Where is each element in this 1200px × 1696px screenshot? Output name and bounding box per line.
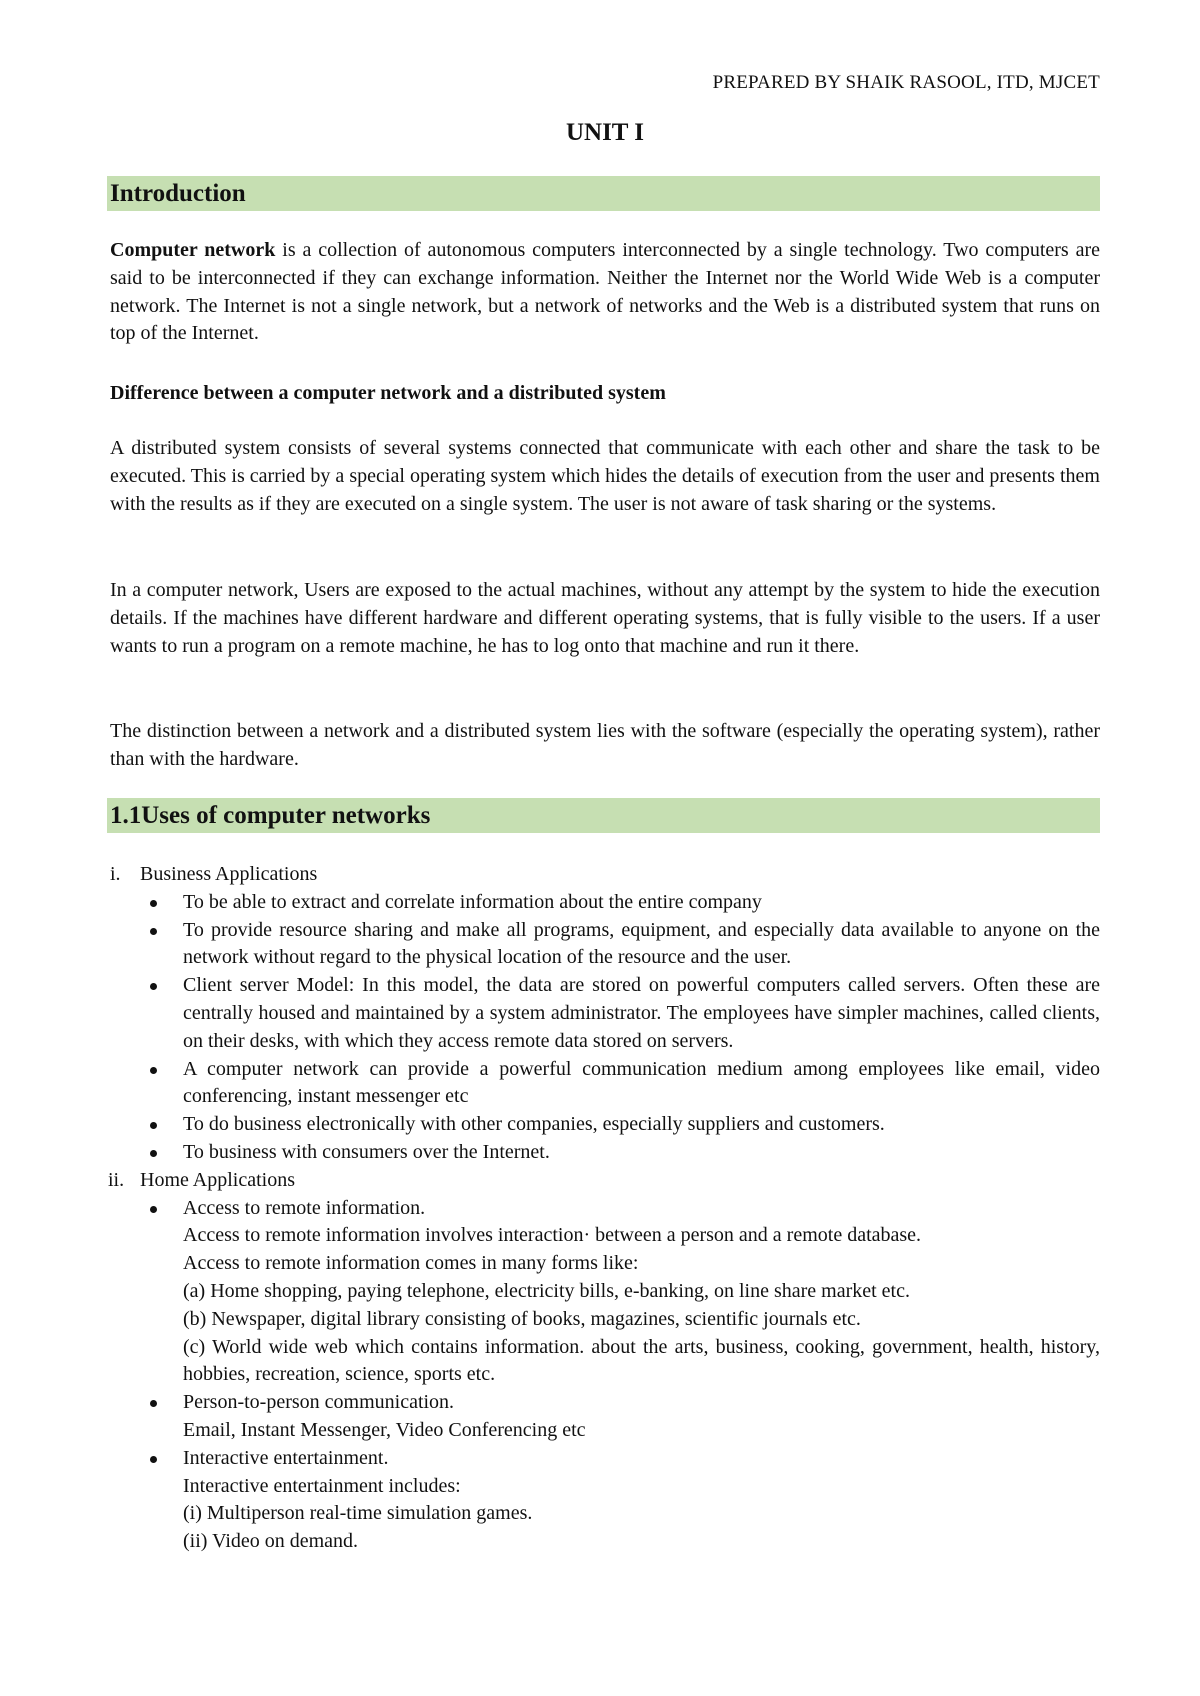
list-item-line: (ii) Video on demand. — [183, 1530, 359, 1553]
bullet-icon — [150, 983, 157, 990]
introduction-heading-bar — [107, 176, 1100, 211]
distributed-system-paragraph: A distributed system consists of several systems connected that communicate with each other and share the task to be executed. This is carried by a special operating system which hides the details of execution from the user and presents them with the results as if they are executed on a single system. The user is not aware of task sharing or the systems. — [110, 437, 1100, 515]
list-item — [110, 1111, 1100, 1139]
list-item-line: Access to remote information comes in many forms like: — [183, 1252, 639, 1275]
bullet-icon — [150, 1150, 157, 1157]
list-item — [110, 1195, 1100, 1390]
bullet-icon — [150, 1206, 157, 1213]
roman-numeral: ii. — [108, 1168, 125, 1191]
list-item-text: Client server Model: In this model, the data are stored on powerful computers called servers. Often these are centrally housed and maintained by a system administrator. The employees have simpler machines, called clients, on their desks, with which they access remote data stored on servers. — [183, 974, 1100, 1052]
list-item-text: To do business electronically with other companies, especially suppliers and customers. — [183, 1113, 885, 1136]
list-item-line: Interactive entertainment includes: — [183, 1474, 461, 1497]
uses-heading: 1.1Uses of computer networks — [110, 802, 431, 829]
unit-title: UNIT I — [565, 119, 645, 146]
list-item-text: To provide resource sharing and make all programs, equipment, and especially data available to anyone on the network without regard to the physical location of the resource and the user. — [183, 918, 1100, 969]
bullet-icon — [150, 928, 157, 935]
business-applications-label: Business Applications — [140, 863, 318, 885]
list-item — [110, 1056, 1100, 1112]
list-item-line: (b) Newspaper, digital library consisting of books, magazines, scientific journals etc. — [183, 1307, 861, 1330]
roman-numeral: i. — [110, 863, 121, 885]
list-item — [110, 917, 1100, 973]
term-computer-network: Computer network — [110, 239, 276, 261]
remote-information-title: Access to remote information. — [183, 1196, 426, 1219]
bullet-icon — [150, 1400, 157, 1407]
list-item-text: To business with consumers over the Internet. — [183, 1140, 550, 1163]
bullet-icon — [150, 1456, 157, 1463]
list-item-line: (a) Home shopping, paying telephone, electricity bills, e-banking, on line share market etc. — [183, 1279, 910, 1302]
computer-network-definition — [110, 237, 1100, 348]
distinction-paragraph: The distinction between a network and a distributed system lies with the software (especially the operating system), rather than with the hardware. — [110, 720, 1100, 770]
prepared-by-header: PREPARED BY SHAIK RASOOL, ITD, MJCET — [712, 72, 1100, 93]
list-item — [110, 1139, 1100, 1167]
list-item-text: To be able to extract and correlate information about the entire company — [183, 890, 762, 913]
difference-heading: Difference between a computer network and a distributed system — [110, 382, 666, 404]
list-item — [110, 1389, 1100, 1445]
list-item-line: Email, Instant Messenger, Video Conferencing etc — [183, 1418, 586, 1441]
person-communication-title: Person-to-person communication. — [183, 1391, 455, 1414]
interactive-entertainment-title: Interactive entertainment. — [183, 1446, 389, 1469]
list-item — [110, 972, 1100, 1055]
uses-heading-bar — [107, 798, 1100, 833]
list-item-line: (i) Multiperson real-time simulation games. — [183, 1502, 533, 1525]
list-item-line: (c) World wide web which contains information. about the arts, business, cooking, government, health, history, hobbies, recreation, science, sports etc. — [183, 1335, 1100, 1386]
list-item — [110, 889, 1100, 917]
list-item-text: A computer network can provide a powerful communication medium among employees like email, video conferencing, instant messenger etc — [183, 1057, 1100, 1108]
computer-network-paragraph: In a computer network, Users are exposed to the actual machines, without any attempt by the system to hide the execution details. If the machines have different hardware and different operating systems, that is fully visible to the users. If a user wants to run a program on a remote machine, he has to log onto that machine and run it there. — [110, 579, 1100, 657]
bullet-icon — [150, 1122, 157, 1129]
business-applications-item — [110, 861, 1100, 889]
bullet-icon — [150, 900, 157, 907]
uses-list — [110, 861, 1100, 1556]
home-applications-label: Home Applications — [140, 1168, 295, 1191]
bullet-icon — [150, 1067, 157, 1074]
home-applications-item — [110, 1167, 1100, 1195]
list-item-line: Access to remote information involves interaction· between a person and a remote database. — [183, 1224, 922, 1247]
list-item — [110, 1445, 1100, 1556]
definition-text: is a collection of autonomous computers interconnected by a single technology. Two computers are said to be interconnected if they can exchange information. Neither the Internet nor the World Wide Web is a computer network. The Internet is not a single network, but a network of networks and the Web is a distributed system that runs on top of the Internet. — [110, 239, 1100, 345]
introduction-heading: Introduction — [110, 180, 246, 207]
